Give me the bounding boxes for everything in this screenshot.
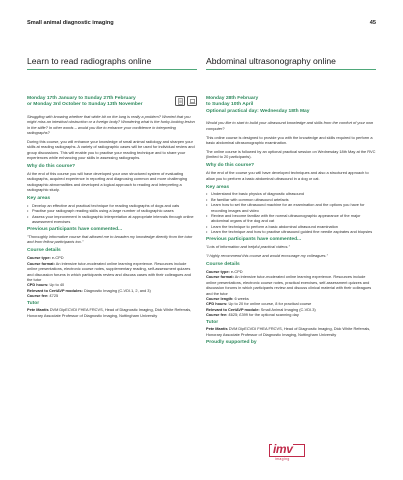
testimonial: "I highly recommend this course and would encourage my colleagues." [206, 253, 328, 259]
course-dates [206, 96, 376, 115]
section-heading: Course details [206, 262, 240, 268]
fact-value: Up to 20 for online course, 8 for practical course [227, 301, 312, 307]
section-heading: Course details [27, 248, 61, 254]
intro-paragraph: The online course is followed by an optional practical session on Wednesday 18th May at the RVC (limited to 20 participants). [206, 149, 376, 160]
course-dates [27, 96, 197, 109]
date-line: or Monday 3rd October to Sunday 13th November [27, 102, 143, 108]
key-areas-list [27, 203, 197, 225]
running-title: Small animal diagnostic imaging [27, 20, 114, 26]
list-item: • Be familiar with common ultrasound artefacts [206, 197, 376, 202]
intro-paragraph: This online course is designed to provide you with the knowledge and skills required to perform a basic abdominal ultrasonographic examination. [206, 134, 373, 146]
fact-value: Up to 40 [48, 282, 65, 288]
logo-wordmark: imv [273, 442, 293, 456]
course-radiographs [27, 56, 197, 318]
date-line: Optional practical day: Wednesday 18th May [206, 108, 310, 114]
fact-label: CPD hours: [27, 282, 49, 288]
page-header [27, 20, 376, 30]
course-fact [206, 312, 376, 317]
list-item: • Learn the technique and how to practise ultrasound guided fine needle aspirates and biopsies [206, 229, 376, 234]
date-line: Monday 17th January to Sunday 27th February [27, 96, 136, 101]
fact-label: Course type: [206, 268, 230, 274]
testimonial: "Thoroughly informative course that allowed me to broaden my knowledge directly from the tutor and from fellow participants too." [27, 234, 193, 245]
list-item: • Learn the technique to perform a basic abdominal ultrasound examination [206, 224, 376, 229]
course-fact [27, 261, 197, 283]
tutor-info [27, 307, 197, 318]
why-text: At the end of the course you will have developed techniques and also a structured approach to allow you to perform a basic abdominal ultrasound in a dog or cat. [206, 170, 369, 181]
section-heading: Why do this course? [206, 163, 255, 169]
fact-label: Course format: [27, 260, 55, 266]
fact-value: Small Animal Imaging (C-VDI.3) [259, 306, 316, 312]
tutor-name: Pete Mantis [206, 326, 228, 332]
testimonial: "Lots of information and helpful practical videos." [206, 244, 290, 250]
fact-label: Course format: [206, 274, 234, 280]
fact-value: An intensive tutor-moderated online learning experience. Resources include online presentations, electronic course notes, supplementary reading, self-assessment quizzes and discussion forums in which participants review and discuss cases with their colleagues and the tutor [27, 260, 191, 282]
course-title: Learn to read radiographs online [27, 56, 197, 70]
course-fact [206, 274, 376, 296]
section-heading: Previous participants have commented... [27, 227, 123, 233]
key-areas-list [206, 191, 376, 234]
fact-label: Relevant to CertAVP modules: [27, 287, 83, 293]
section-heading: Key areas [27, 196, 51, 202]
course-fact [27, 293, 197, 298]
intro-paragraph: Would you like to start to build your ultrasound knowledge and skills from the comfort of your own computer? [206, 120, 374, 131]
fact-value: e-CPD [229, 268, 243, 274]
fact-label: Course type: [27, 255, 51, 261]
page-number: 45 [369, 20, 376, 26]
section-heading: Tutor [27, 300, 40, 306]
fact-label: Relevant to CertAVP module: [206, 306, 260, 312]
list-item: • Develop an effective and practical technique for reading radiographs of dogs and cats [27, 203, 197, 208]
section-heading: Previous participants have commented... [206, 237, 302, 243]
sponsor-heading: Proudly supported by [206, 340, 257, 346]
fact-value: An intensive tutor-moderated online learning experience. Resources include online presentations, electronic course notes, practical exercises, self-assessment quizzes and discussion forums in which participants review and discuss clinical material with their colleagues and the tutor [206, 274, 372, 296]
section-heading: Why do this course? [27, 164, 76, 170]
tutor-credentials: DVM DipECVDI FHEA FRCVS, Head of Diagnostic Imaging, Dick White Referrals, Honorary Associate Professor of Diagnostic Imaging, Nottingham University [27, 307, 192, 318]
section-heading: Tutor [206, 319, 219, 325]
tutor-name: Pete Mantis [27, 307, 49, 313]
course-icons [175, 96, 197, 106]
list-item: • Practise your radiograph reading skills using a large number of radiographic cases [27, 208, 197, 213]
list-item: • Review and become familiar with the normal ultrasonographic appearance of the major abdominal organs of the dog and cat [206, 213, 376, 224]
fact-value: £625; £399 for the optional scanning day [227, 312, 299, 318]
logo-subtext: imaging [275, 457, 290, 461]
date-line: to Sunday 10th April [206, 102, 254, 108]
list-item: • Assess your improvement in radiographic interpretation at appropriate intervals through online assessment exercises [27, 214, 197, 225]
fact-value: Diagnostic Imaging (C-VDI.1, 2, and 3) [82, 287, 151, 293]
list-item: • Understand the basic physics of diagnostic ultrasound [206, 191, 376, 196]
fact-label: Course fee: [206, 312, 228, 318]
fact-label: Course length: [206, 295, 234, 301]
laptop-icon [187, 96, 197, 106]
intro-paragraph: During this course, you will enhance your knowledge of small animal radiology and sharpen your skills at reading radiographs. A variety of radiographic cases will be used for individual review and group discussions. This will enable you to practise your reading technique and to share your experiences while enhancing your skills in assessing radiographs. [27, 139, 195, 161]
course-ultrasonography [206, 56, 376, 347]
imv-imaging-logo [269, 443, 307, 463]
why-text: At the end of this course you will have developed your own structured system of evaluating radiographs, acquired experience in reporting and diagnosing common and more challenging radiographic abnormalities and developed a logical approach to reading and interpreting a radiographic study. [27, 171, 188, 193]
section-heading: Key areas [206, 184, 230, 190]
course-title: Abdominal ultrasonography online [206, 56, 376, 70]
document-icon [175, 96, 185, 106]
fact-value: 6 weeks [233, 295, 249, 301]
fact-label: Course fee: [27, 293, 49, 299]
tutor-credentials: DVM DipECVDI FHEA FRCVS, Head of Diagnostic Imaging, Dick White Referrals, Honorary Associate Professor of Diagnostic Imaging, Nottingham University [206, 326, 371, 337]
tutor-info [206, 326, 376, 337]
intro-paragraph: Struggling with knowing whether that white bit on the lung is really a problem? Worried that you might miss an intestinal obstruction or a foreign body? Wondering what is the funky-looking lesion in the stifle? In other words – would you like to enhance your confidence in interpreting radiographs? [27, 113, 195, 136]
fact-label: CPD hours: [206, 301, 228, 307]
list-item: • Learn how to set the ultrasound machine for an examination and the options you have for recording images and video [206, 202, 376, 213]
fact-value: e-CPD [50, 255, 64, 261]
date-line: Monday 28th February [206, 96, 259, 101]
fact-value: £725 [48, 293, 59, 299]
